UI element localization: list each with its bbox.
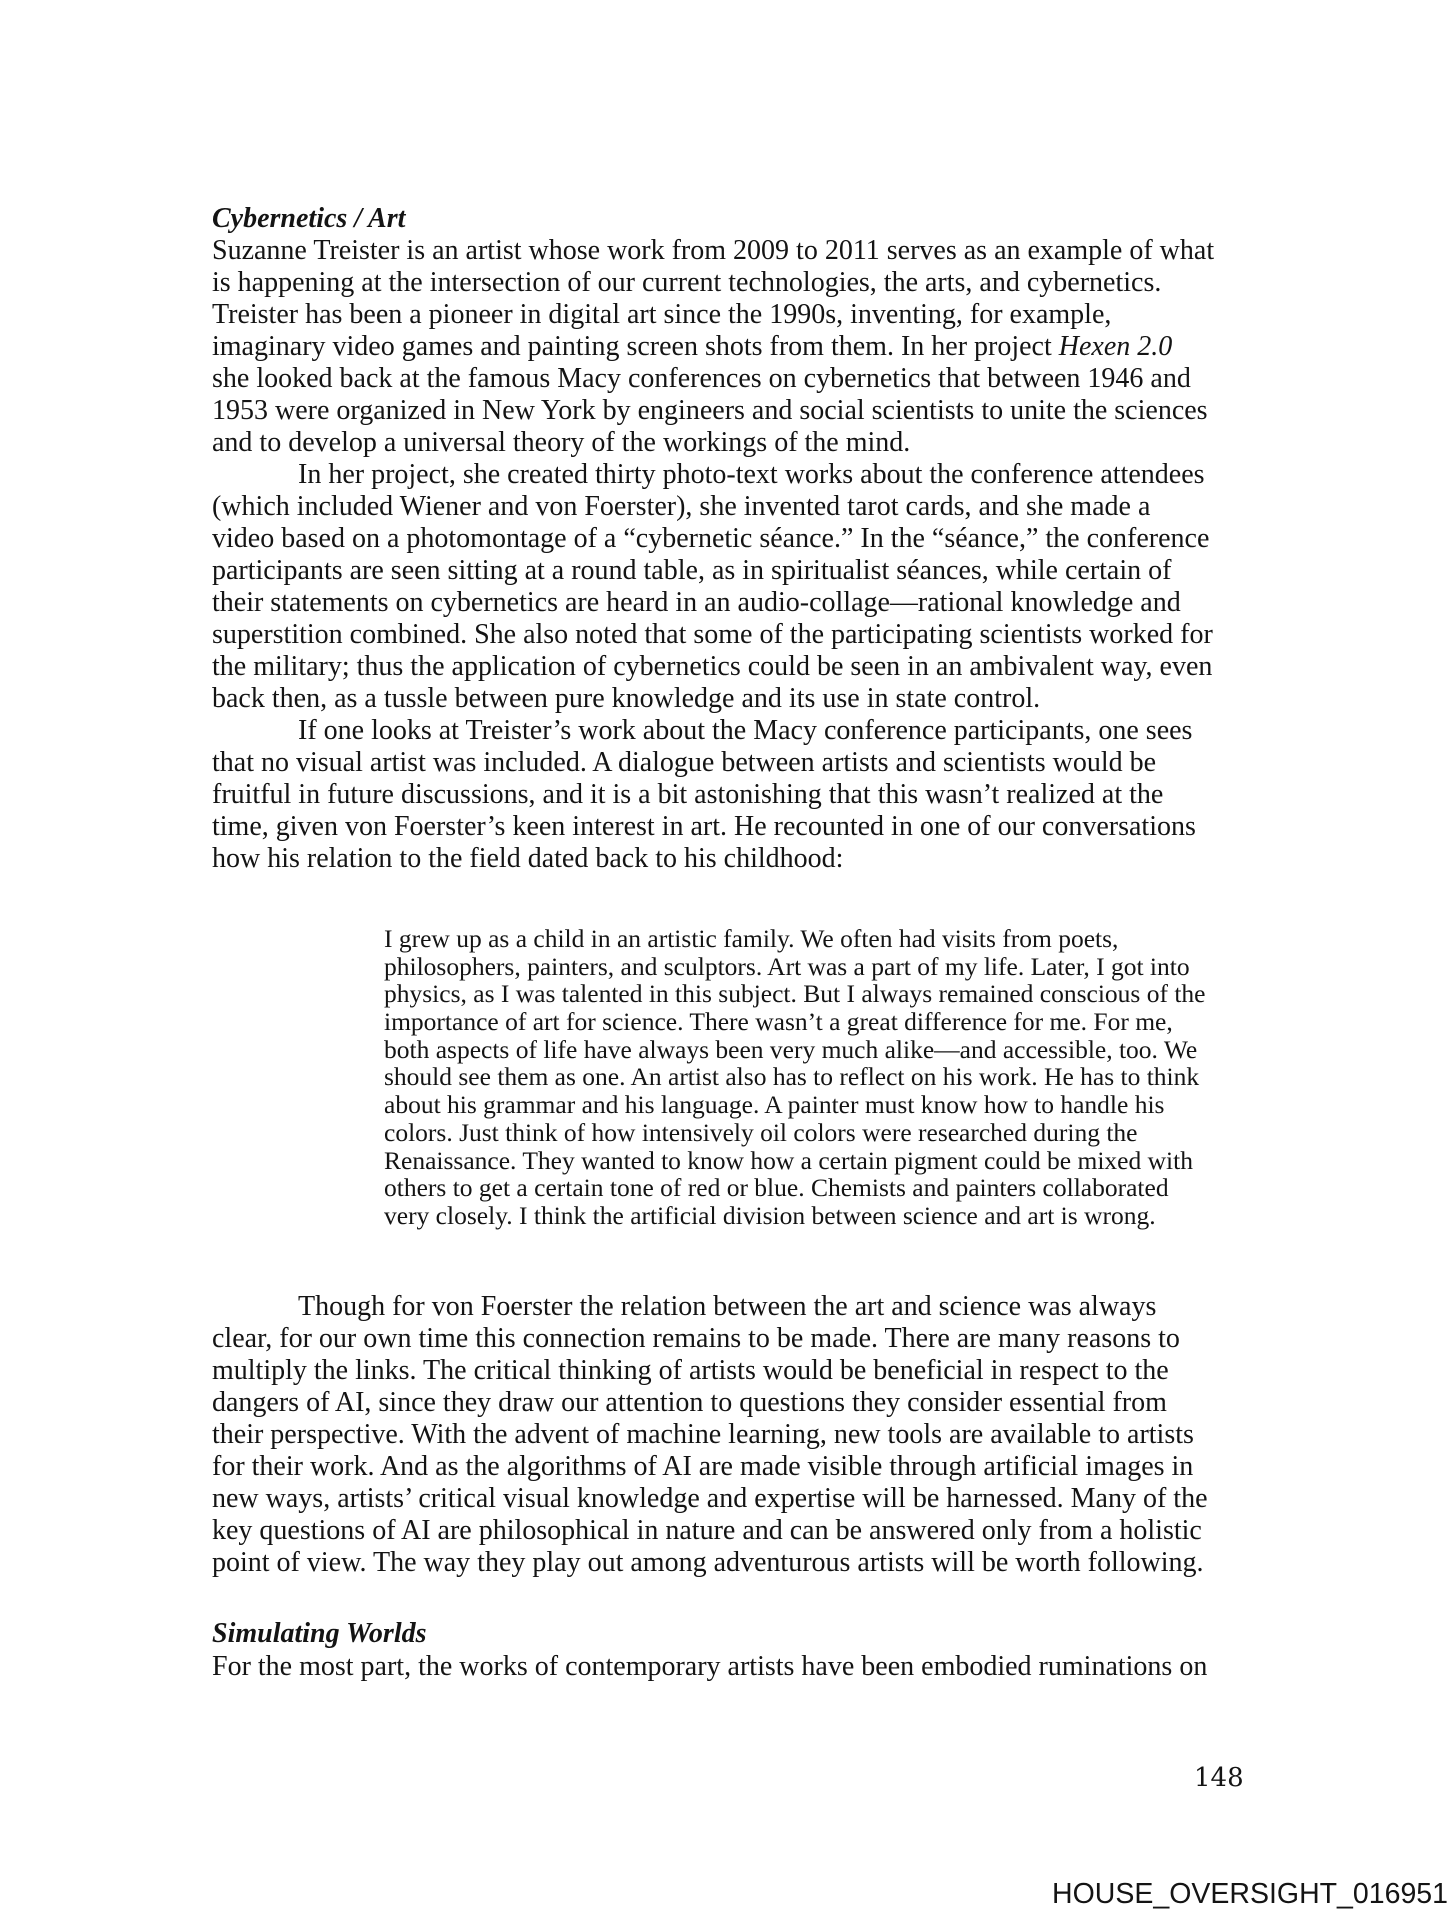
text-line: point of view. The way they play out among adventurous artists will be worth following. [212,1547,1204,1578]
text-line: is happening at the intersection of our current technologies, the arts, and cybernetics. [212,267,1162,298]
text-line: Treister has been a pioneer in digital art since the 1990s, inventing, for example, [212,299,1112,330]
quote-line: others to get a certain tone of red or blue. Chemists and painters collaborated [384,1173,1169,1203]
quote-line: should see them as one. An artist also has to reflect on his work. He has to think [384,1062,1200,1092]
text-line: fruitful in future discussions, and it is a bit astonishing that this wasn’t realized at the [212,779,1164,810]
text-line: (which included Wiener and von Foerster), she invented tarot cards, and she made a [212,491,1151,522]
quote-line: Renaissance. They wanted to know how a certain pigment could be mixed with [384,1145,1193,1175]
text-line-with-title [212,331,1242,363]
paragraph-3 [212,715,1242,875]
quote-line: very closely. I think the artificial division between science and art is wrong. [384,1200,1156,1230]
text-line: how his relation to the field dated back to his childhood: [212,843,844,874]
text-line: Though for von Foerster the relation between the art and science was always [298,1291,1157,1322]
block-quote [384,925,1234,1230]
text-line: and to develop a universal theory of the workings of the mind. [212,427,911,458]
quote-line: I grew up as a child in an artistic family. We often had visits from poets, [384,924,1119,953]
text-line: that no visual artist was included. A dialogue between artists and scientists would be [212,747,1157,778]
paragraph-1 [212,235,1242,459]
section-heading-cybernetics-art: Cybernetics / Art [212,203,406,234]
text-line: dangers of AI, since they draw our attention to questions they consider essential from [212,1387,1167,1418]
text-line: new ways, artists’ critical visual knowledge and expertise will be harnessed. Many of the [212,1483,1208,1514]
text-line: superstition combined. She also noted that some of the participating scientists worked for [212,619,1213,650]
text-line: their perspective. With the advent of machine learning, new tools are available to artists [212,1419,1194,1450]
text-line: their statements on cybernetics are heard in an audio-collage—rational knowledge and [212,587,1181,618]
text-line: back then, as a tussle between pure knowledge and its use in state control. [212,683,1041,714]
text-line: participants are seen sitting at a round table, as in spiritualist séances, while certain of [212,555,1172,586]
text-line: For the most part, the works of contemporary artists have been embodied ruminations on [212,1651,1208,1682]
quote-line: colors. Just think of how intensively oil colors were researched during the [384,1117,1138,1147]
text-line: time, given von Foerster’s keen interest in art. He recounted in one of our conversations [212,811,1196,842]
text-line: video based on a photomontage of a “cybernetic séance.” In the “séance,” the conference [212,523,1210,554]
quote-line: importance of art for science. There wasn’t a great difference for me. For me, [384,1007,1173,1037]
quote-line: both aspects of life have always been very much alike—and accessible, too. We [384,1034,1198,1064]
text-line: for their work. And as the algorithms of AI are made visible through artificial images in [212,1451,1194,1482]
text-line: multiply the links. The critical thinking of artists would be beneficial in respect to the [212,1355,1169,1386]
text-line: the military; thus the application of cybernetics could be seen in an ambivalent way, even [212,651,1213,682]
paragraph-2 [212,459,1242,715]
text-line: If one looks at Treister’s work about the Macy conference participants, one sees [298,715,1193,746]
text-line: In her project, she created thirty photo-text works about the conference attendees [298,459,1205,490]
quote-line: about his grammar and his language. A painter must know how to handle his [384,1090,1165,1120]
paragraph-4 [212,1291,1242,1579]
quote-line: philosophers, painters, and sculptors. Art was a part of my life. Later, I got into [384,951,1190,981]
work-title-hexen: Hexen 2.0 [1058,331,1173,362]
bates-number: HOUSE_OVERSIGHT_016951 [1052,1878,1449,1910]
text-line: Suzanne Treister is an artist whose work from 2009 to 2011 serves as an example of what [212,235,1215,266]
section-heading-simulating-worlds: Simulating Worlds [212,1618,427,1649]
text-span: imaginary video games and painting screen shots from them. In her project [212,331,1059,362]
page-number: 148 [1194,1763,1244,1793]
paragraph-5 [212,1651,1242,1683]
text-line: she looked back at the famous Macy conferences on cybernetics that between 1946 and [212,363,1191,394]
text-line: 1953 were organized in New York by engineers and social scientists to unite the sciences [212,395,1208,426]
quote-line: physics, as I was talented in this subject. But I always remained conscious of the [384,979,1206,1009]
text-line: clear, for our own time this connection remains to be made. There are many reasons to [212,1323,1180,1354]
text-line: key questions of AI are philosophical in nature and can be answered only from a holistic [212,1515,1202,1546]
